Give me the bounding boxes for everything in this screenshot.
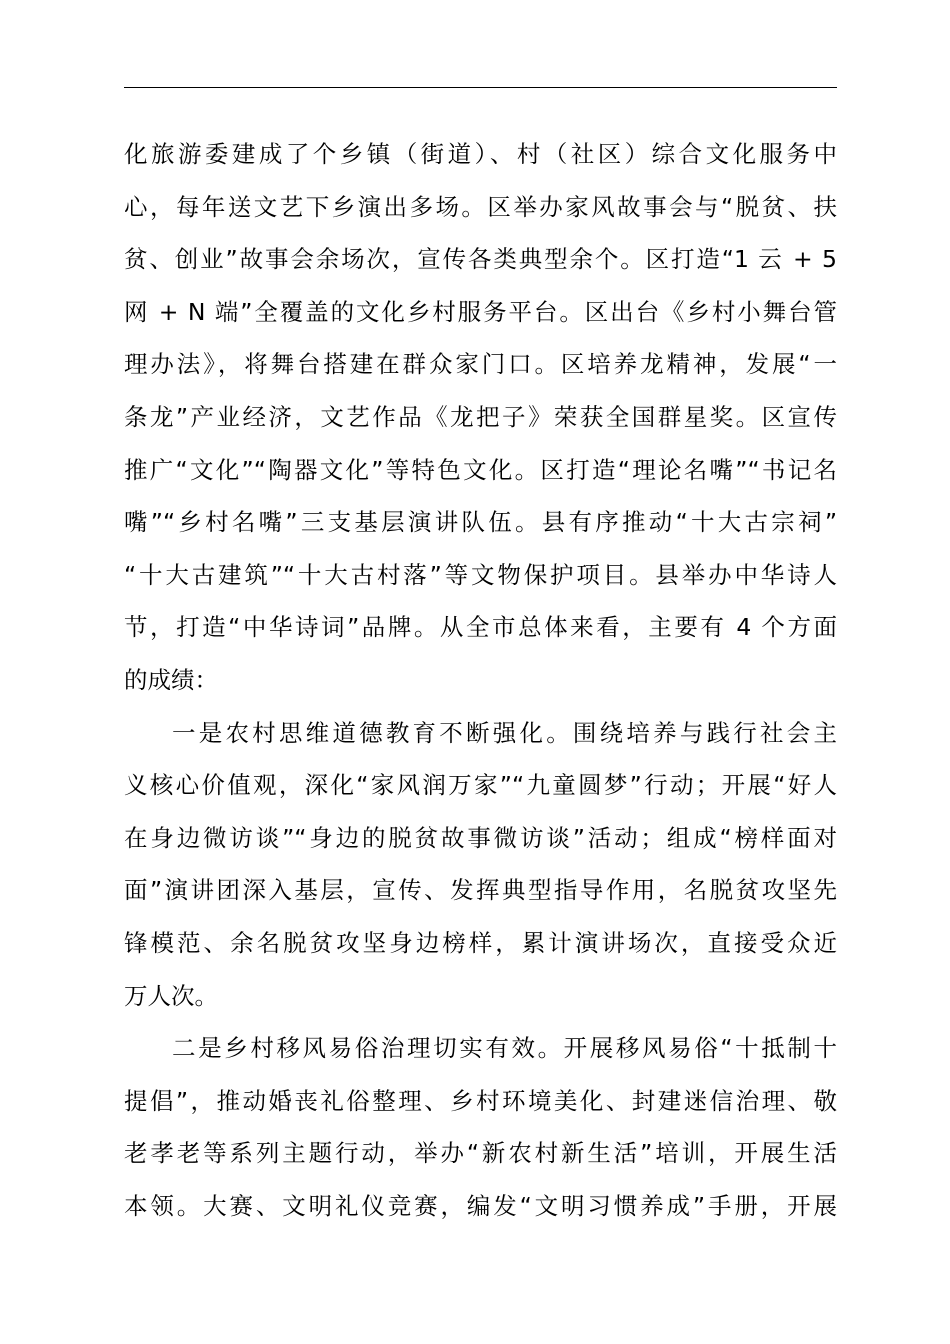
text-line: 嘴”“乡村名嘴”三支基层演讲队伍。县有序推动“十大古宗祠”: [124, 508, 837, 537]
text-line: 节，打造“中华诗词”品牌。从全市总体来看，主要有 4 个方面: [124, 613, 837, 642]
text-line: 推广“文化”“陶器文化”等特色文化。区打造“理论名嘴”“书记名: [124, 455, 837, 484]
header-rule: [124, 87, 837, 88]
text-line: 心，每年送文艺下乡演出多场。区举办家风故事会与“脱贫、扶: [124, 192, 837, 221]
text-line: 条龙”产业经济，文艺作品《龙把子》荣获全国群星奖。区宣传: [124, 402, 837, 431]
paragraph-first-line: 二是乡村移风易俗治理切实有效。开展移风易俗“十抵制十: [172, 1034, 837, 1063]
text-line: 义核心价值观，深化“家风润万家”“九童圆梦”行动；开展“好人: [124, 771, 837, 800]
text-line: 理办法》，将舞台搭建在群众家门口。区培养龙精神，发展“一: [124, 350, 837, 379]
text-line: 化旅游委建成了个乡镇（街道）、村（社区）综合文化服务中: [124, 140, 837, 168]
text-line: 在身边微访谈”“身边的脱贫故事微访谈”活动；组成“榜样面对: [124, 823, 837, 852]
text-line: 老孝老等系列主题行动，举办“新农村新生活”培训，开展生活: [124, 1139, 837, 1168]
text-line: 本领。大赛、文明礼仪竞赛，编发“文明习惯养成”手册，开展: [124, 1191, 837, 1220]
text-line: 的成绩：: [124, 665, 218, 694]
text-line: “十大古建筑”“十大古村落”等文物保护项目。县举办中华诗人: [124, 560, 837, 589]
text-line: 网 + N 端”全覆盖的文化乡村服务平台。区出台《乡村小舞台管: [124, 297, 837, 326]
text-line: 万人次。: [124, 981, 218, 1010]
text-line: 锋模范、余名脱贫攻坚身边榜样，累计演讲场次，直接受众近: [124, 928, 837, 957]
document-body: [124, 128, 837, 1232]
paragraph-first-line: 一是农村思维道德教育不断强化。围绕培养与践行社会主: [172, 718, 837, 747]
text-line: 提倡”，推动婚丧礼俗整理、乡村环境美化、封建迷信治理、敬: [124, 1086, 837, 1115]
text-line: 面”演讲团深入基层，宣传、发挥典型指导作用，名脱贫攻坚先: [124, 876, 837, 905]
text-line: 贫、创业”故事会余场次，宣传各类典型余个。区打造“1 云 + 5: [124, 245, 837, 274]
